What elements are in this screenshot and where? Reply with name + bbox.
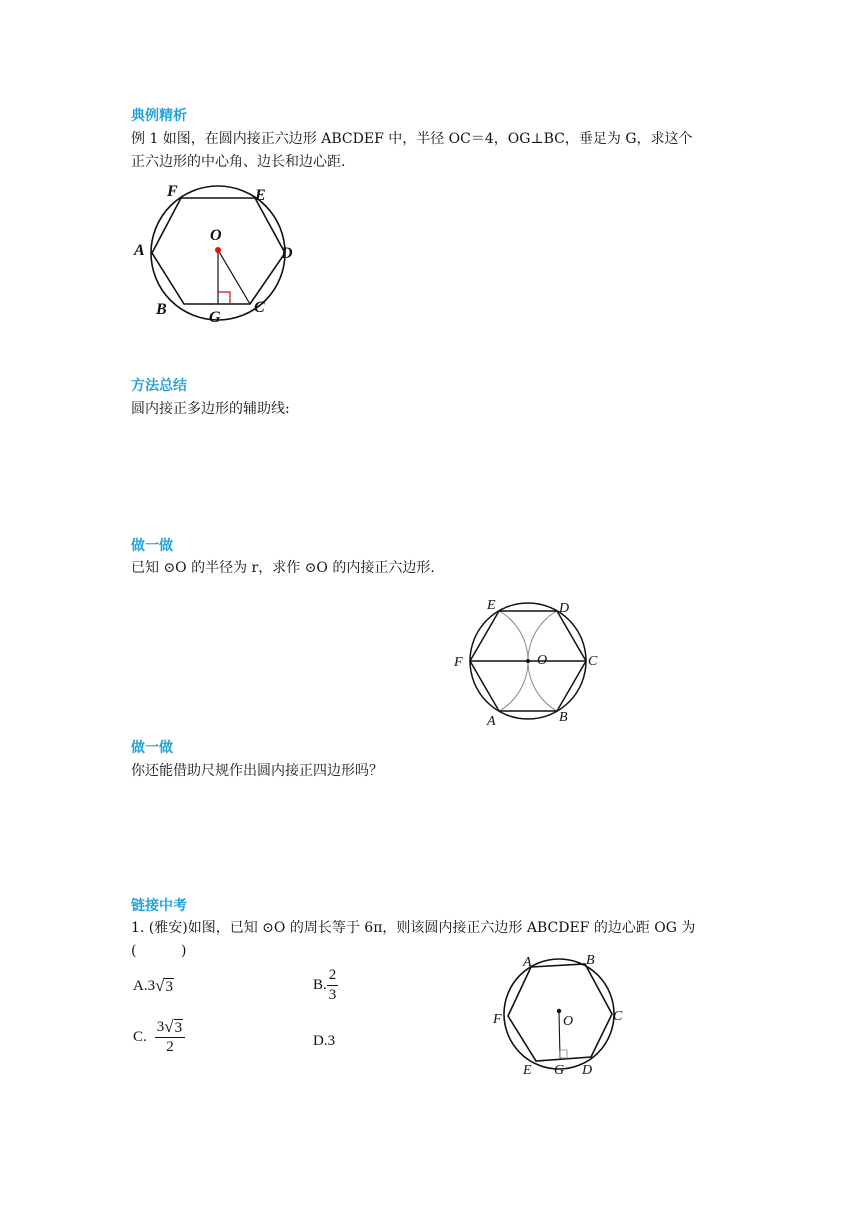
segment-oc — [218, 250, 250, 304]
option-b — [313, 967, 338, 1004]
label-o: O — [210, 227, 222, 244]
label-d: D — [281, 245, 293, 262]
label-c: C — [254, 299, 265, 316]
sqrt-sign: √ 3 — [164, 1017, 183, 1036]
label-b: B — [586, 953, 595, 968]
option-a-coefficient: 3 — [147, 978, 156, 994]
method-heading: 方法总结 — [131, 378, 187, 394]
method-text: 圆内接正多边形的辅助线: — [131, 401, 290, 417]
right-angle-mark — [560, 1050, 567, 1058]
try1-text: 已知 ⊙O 的半径为 r，求作 ⊙O 的内接正六边形. — [131, 560, 435, 576]
label-d: D — [582, 1063, 593, 1078]
fraction-numerator — [155, 1019, 185, 1038]
example-heading: 典例精析 — [131, 108, 187, 124]
label-c: C — [588, 654, 598, 669]
label-f: F — [493, 1012, 502, 1027]
option-c-coefficient: 3 — [156, 1019, 165, 1035]
option-d-label: D. — [313, 1033, 328, 1049]
option-a — [133, 978, 174, 995]
label-g: G — [209, 309, 221, 326]
label-a: A — [487, 714, 496, 729]
try1-heading: 做一做 — [131, 538, 173, 554]
label-e: E — [523, 1063, 532, 1078]
label-o: O — [537, 653, 548, 668]
option-d-value: 3 — [327, 1033, 336, 1049]
option-b-denominator: 3 — [328, 987, 337, 1003]
label-g: G — [554, 1063, 565, 1078]
center-dot — [526, 659, 530, 663]
label-d: D — [559, 601, 570, 616]
label-e: E — [255, 187, 266, 204]
fraction — [327, 967, 339, 1004]
label-f: F — [454, 655, 463, 670]
label-c: C — [613, 1009, 623, 1024]
example-line-2: 正六边形的中心角、边长和边心距. — [131, 154, 346, 170]
label-a: A — [523, 955, 532, 970]
option-b-numerator: 2 — [327, 967, 339, 986]
center-dot — [215, 247, 221, 253]
option-c-label: C. — [133, 1029, 147, 1045]
option-a-label: A. — [133, 978, 148, 994]
figure-hexagon-exam — [486, 948, 636, 1078]
exam-question-line-2: ( ) — [131, 943, 187, 959]
fraction — [155, 1019, 185, 1056]
center-dot — [557, 1009, 561, 1013]
exam-question-line-1: 1. (雅安)如图，已知 ⊙O 的周长等于 6π，则该圆内接正六边形 ABCDEF 的边心距 OG 为 — [131, 920, 696, 936]
label-a: A — [134, 242, 145, 259]
try2-text: 你还能借助尺规作出圆内接正四边形吗？ — [131, 763, 383, 779]
example-line-1: 例 1 如图，在圆内接正六边形 ABCDEF 中，半径 OC＝4，OG⊥BC，垂足为 G，求这个 — [131, 131, 693, 147]
label-e: E — [487, 598, 496, 613]
option-d — [313, 1033, 335, 1050]
figure-hexagon-construction — [448, 594, 608, 730]
label-b: B — [156, 301, 167, 318]
label-f: F — [167, 183, 178, 200]
option-c — [133, 1019, 185, 1056]
option-a-radicand: 3 — [165, 979, 173, 995]
figure-hexagon-example — [128, 178, 308, 328]
try2-heading: 做一做 — [131, 740, 173, 756]
sqrt-sign: √ 3 — [155, 976, 173, 995]
option-c-denominator: 2 — [166, 1039, 174, 1055]
label-b: B — [559, 710, 568, 725]
exam-heading: 链接中考 — [131, 898, 187, 914]
option-c-radicand: 3 — [174, 1020, 183, 1036]
option-b-label: B. — [313, 977, 327, 993]
label-o: O — [563, 1014, 574, 1029]
right-angle-mark — [218, 292, 230, 304]
